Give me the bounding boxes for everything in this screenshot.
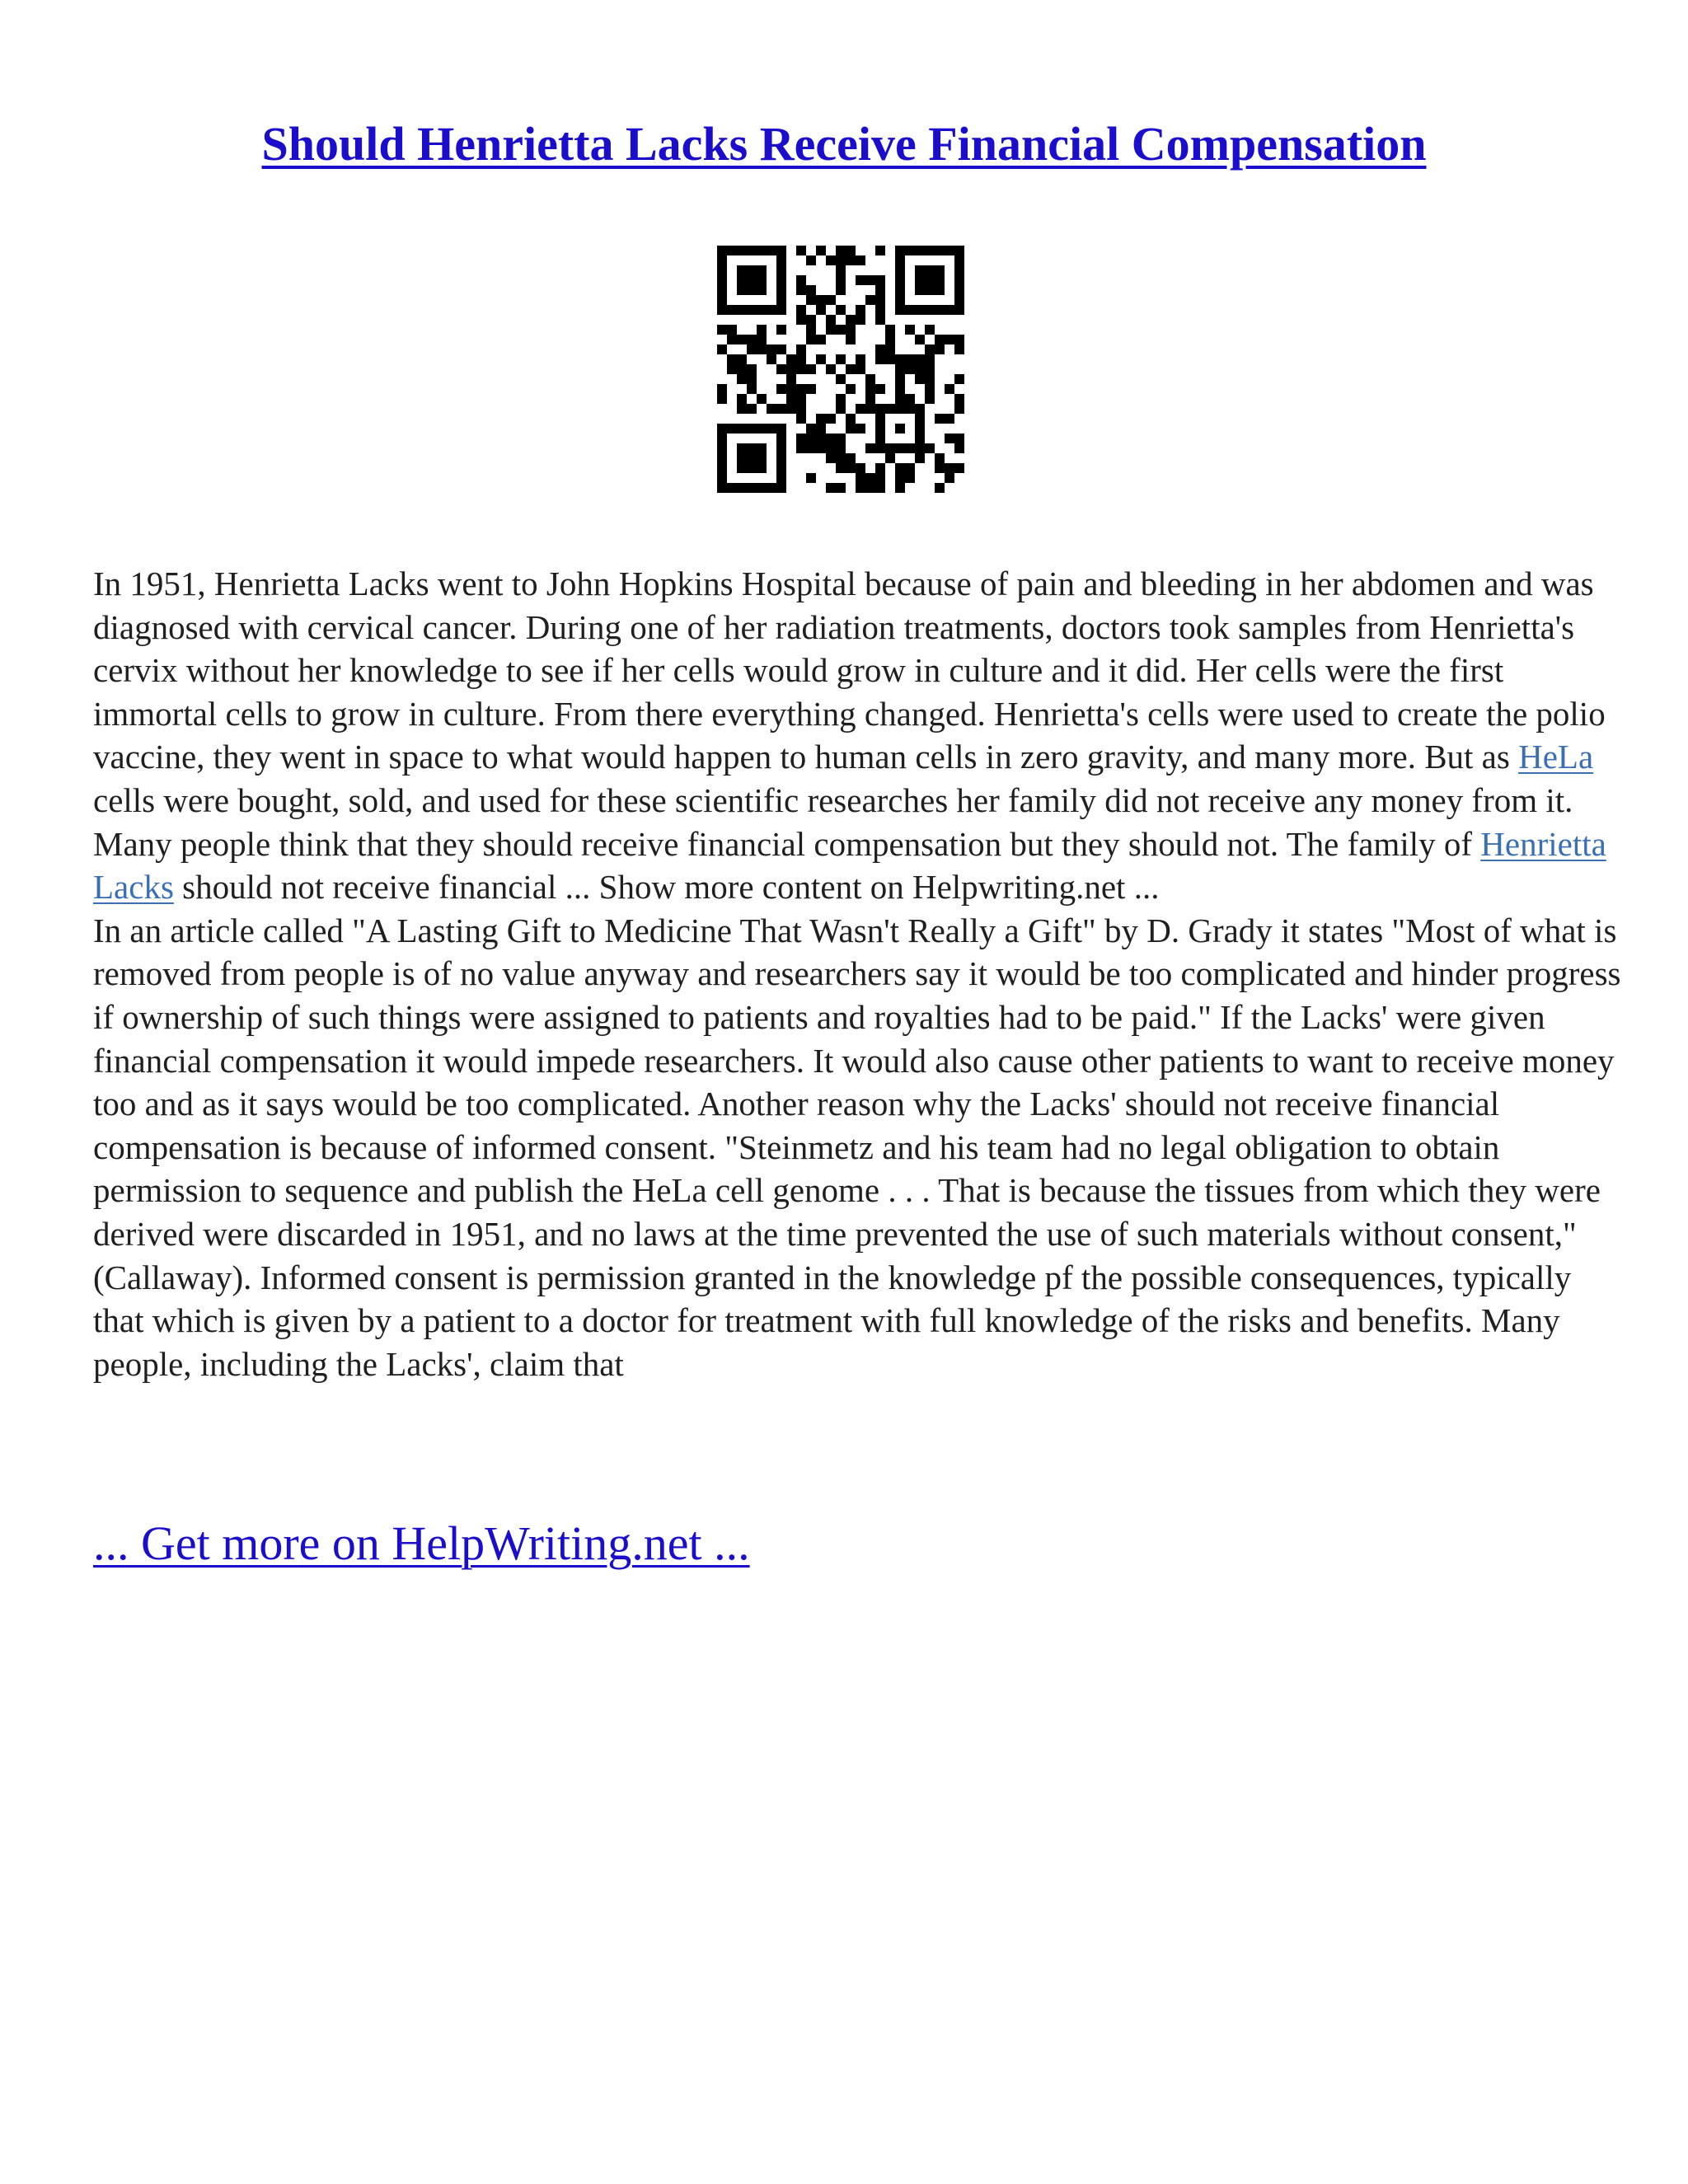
paragraph-2: In an article called "A Lasting Gift to Medicine That Wasn't Really a Gift" by D. Grady it states "Most of what is removed from people is of no value anyway and researchers say it would be too complicated and hinder progress if ownership of such things were assigned to patients and royalties had to be paid." If the Lacks' were given financial compensation it would impede researchers. It would also cause other patients to want to receive money too and as it says would be too complicated. Another reason why the Lacks' should not receive financial compensation is because of informed consent. "Steinmetz and his team had no legal obligation to obtain permission to sequence and publish the HeLa cell genome . . . That is because the tissues from which they were derived were discarded in 1951, and no laws at the time prevented the use of such materials without consent," (Callaway). Informed consent is permission granted in the knowledge pf the possible consequences, typically that which is given by a patient to a doctor for treatment with full knowledge of the risks and benefits. Many people, including the Lacks', claim that (93, 911, 1621, 1383)
paragraph-1-part-1: In 1951, Henrietta Lacks went to John Hopkins Hospital because of pain and bleeding in her abdomen and was diagnosed with cervical cancer. During one of her radiation treatments, doctors took samples from Henrietta's cervix without her knowledge to see if her cells would grow in culture and it did. Her cells were the first immortal cells to grow in culture. From there everything changed. Henrietta's cells were used to create the polio vaccine, they went in space to what would happen to human cells in zero gravity, and many more. But as (93, 565, 1606, 776)
henrietta-lacks-link[interactable]: Henrietta Lacks (93, 824, 1606, 907)
paragraph-1-part-2: cells were bought, sold, and used for these scientific researches her family did not receive any money from it. Many people think that they should receive financial compensation but they should not. The family of (93, 780, 1573, 863)
article-body (93, 562, 1626, 1385)
title-link[interactable]: Should Henrietta Lacks Receive Financial Compensation (261, 117, 1427, 171)
paragraph-1 (93, 562, 1626, 909)
page-title (0, 115, 1688, 173)
get-more-link[interactable]: ... Get more on HelpWriting.net ... (93, 1516, 750, 1570)
hela-link[interactable]: HeLa (1518, 738, 1594, 776)
qr-code-icon (717, 246, 964, 493)
paragraph-1-part-3: should not receive financial ... Show more content on Helpwriting.net ... (173, 868, 1160, 907)
